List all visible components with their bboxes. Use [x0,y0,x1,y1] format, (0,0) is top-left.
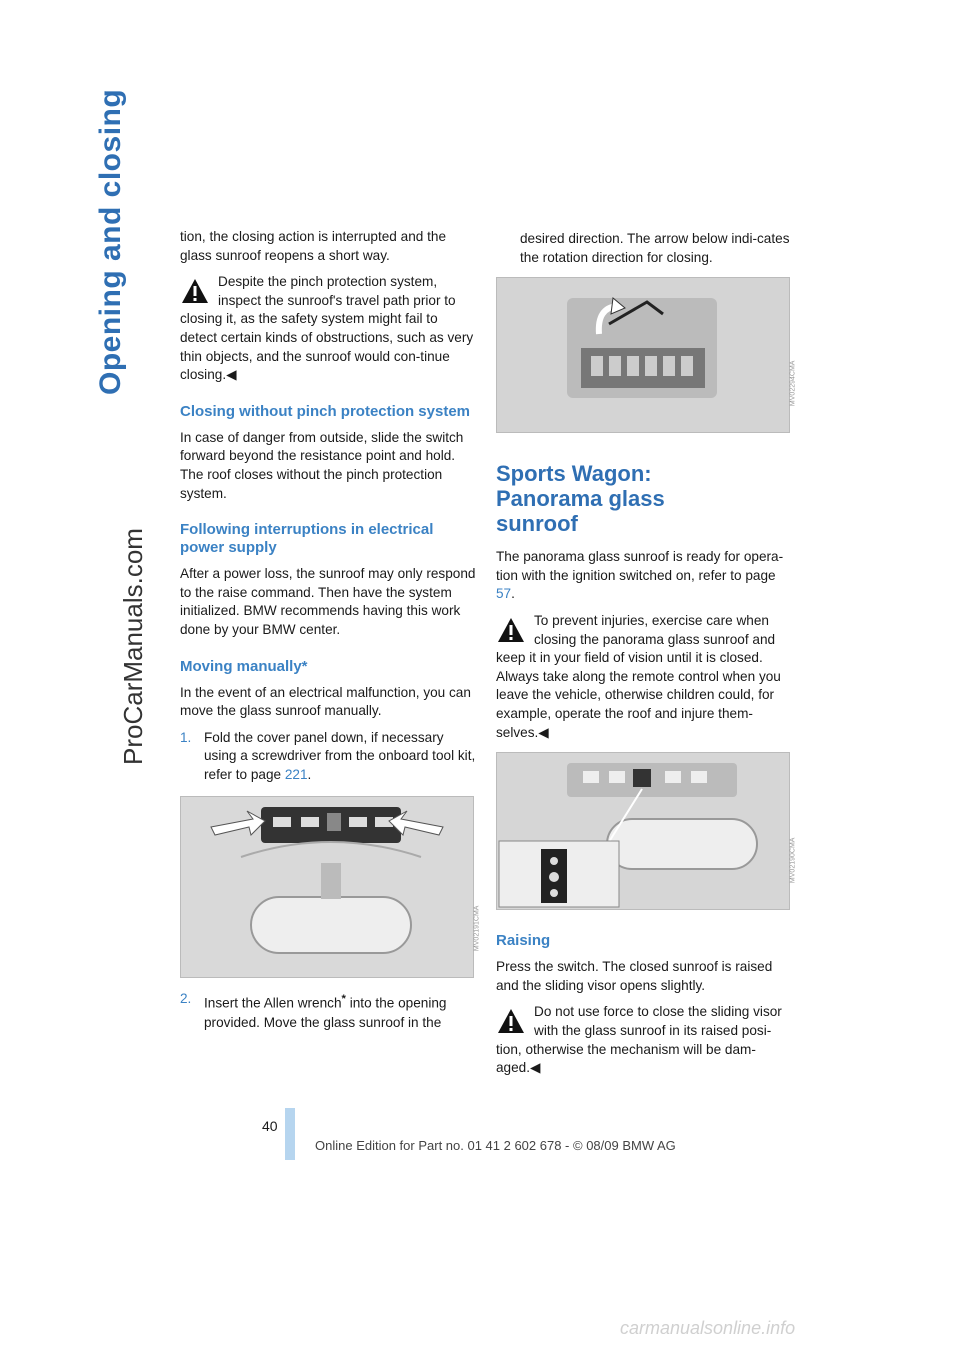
step-2-text-b: into the opening provided. Move the glass sunroof in the [204,996,447,1030]
panorama-switch-illustration [497,753,789,909]
warning-3-first: Do not use force to close the sliding visor with the glass sunroof in its raised posi- [534,1004,782,1038]
intro-paragraph: tion, the closing action is interrupted and the glass sunroof reopens a short way. [180,229,447,263]
figure-1-code: MV02191CMA [473,905,481,951]
wagon-text: The panorama glass sunroof is ready for opera-tion with the ignition switched on, refer to page [496,549,784,583]
heading-moving-manually: Moving manually* [180,657,308,675]
figure-cover-panel [180,796,481,978]
step-1 [180,729,476,785]
page-number: 40 [262,1118,278,1134]
overhead-console-illustration [181,797,473,977]
optional-star: * [341,993,346,1006]
warning-triangle-icon [496,616,526,644]
manual-paragraph: In the event of an electrical malfunction, you can move the glass sunroof manually. [180,684,471,719]
edition-text: Online Edition for Part no. 01 41 2 602 678 - © 08/09 BMW AG [315,1138,676,1153]
allen-wrench-illustration [497,278,789,432]
page-link-221[interactable]: 221 [284,766,308,782]
step-1-text: Fold the cover panel down, if necessary using a screwdriver from the onboard tool kit, refer to page [204,729,476,782]
wagon-end: . [511,586,515,602]
right-column [496,230,797,1086]
warning-2-first: To prevent injuries, exercise care when closing the panorama glass sunroof and [534,612,776,647]
continued-paragraph: desired direction. The arrow below indi-cates the rotation direction for closing. [520,231,790,265]
pinch-paragraph: In case of danger from outside, slide the switch forward beyond the resistance point and hold. The roof closes without the pinch protection system. [180,429,464,501]
heading-power-interruption: Following interruptions in electrical power supply [180,521,434,557]
warning-note-1 [180,273,476,385]
warning-2-rest: keep it in your field of vision until it is closed. Always take along the remote control when you leave the vehicle, otherwise children could, for example, operate the roof and injure them-selves.◀ [496,650,781,740]
power-paragraph: After a power loss, the sunroof may only respond to the raise command. Then have the system initialized. BMW recommends having this work done by your BMW center. [180,566,476,637]
figure-3-code: MV02190CMA [789,837,797,883]
heading-sports-wagon: Sports Wagon: Panorama glass sunroof [496,461,665,537]
step-2-number: 2. [180,991,192,1007]
left-column [180,228,481,1038]
page-link-57[interactable]: 57 [496,586,512,602]
side-watermark: ProCarManuals.com [118,528,148,765]
raising-paragraph: Press the switch. The closed sunroof is raised and the sliding visor opens slightly. [496,959,773,993]
figure-panorama-switch [496,752,797,910]
site-watermark: carmanualsonline.info [620,1318,796,1338]
warning-triangle-icon [496,1007,526,1035]
heading-raising: Raising [496,932,551,950]
section-title: Opening and closing [94,88,127,395]
step-1-number: 1. [180,729,192,745]
figure-2-code: MV02294CMA [789,360,797,406]
step-1-end: . [307,766,312,782]
warning-1-first: Despite the pinch protection system, inspect the sunroof's travel path prior to [218,274,456,308]
warning-note-3 [496,1003,792,1077]
step-2-text-a: Insert the Allen wrench [204,996,342,1011]
footer-accent-bar [285,1108,295,1160]
warning-triangle-icon [180,277,210,305]
warning-3-rest: tion, otherwise the mechanism will be dam-aged.◀ [496,1041,756,1076]
figure-allen-wrench [496,277,797,433]
heading-closing-without-pinch: Closing without pinch protection system [180,402,471,420]
warning-note-2 [496,612,792,742]
warning-1-rest: closing it, as the safety system might fail to detect certain kinds of obstructions, such as very thin objects, and the sunroof would con-tinue closing.◀ [180,311,474,383]
wagon-paragraph [496,548,792,604]
step-2 [180,990,476,1032]
